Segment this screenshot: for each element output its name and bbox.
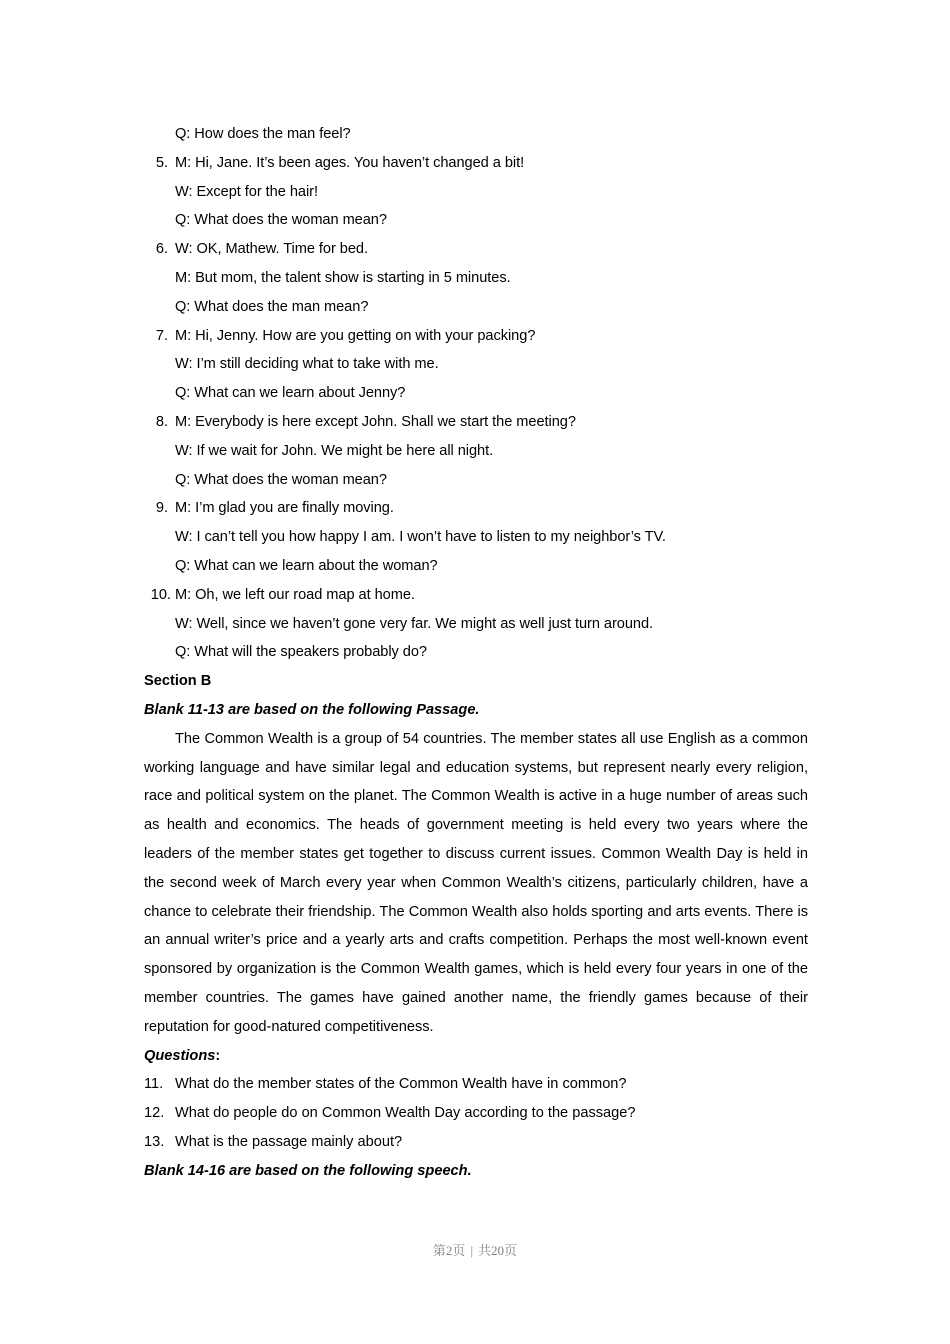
- dialogue-item-5: [144, 149, 808, 235]
- questions-label-row: [144, 1042, 808, 1071]
- footer-separator: |: [470, 1243, 474, 1258]
- dialogue-first-row: [144, 581, 808, 610]
- dialogue-line: W: I can’t tell you how happy I am. I won’t have to listen to my neighbor’s TV.: [175, 529, 666, 546]
- dialogue-number: 8.: [155, 413, 168, 430]
- question-number: 13.: [144, 1133, 165, 1150]
- dialogue-line: Q: What can we learn about Jenny?: [175, 385, 406, 402]
- dialogue-line: M: Everybody is here except John. Shall we start the meeting?: [175, 413, 576, 430]
- dialogue-item-7: [144, 322, 808, 408]
- dialogue-line: Q: What does the man mean?: [175, 298, 369, 315]
- dialogue-line: M: Oh, we left our road map at home.: [175, 586, 415, 603]
- questions-label: Questions: [144, 1047, 216, 1064]
- questions-colon: :: [215, 1047, 221, 1064]
- dialogue-line: M: I’m glad you are finally moving.: [175, 500, 394, 517]
- section-b-title: Section B: [144, 673, 212, 690]
- dialogue-line: M: But mom, the talent show is starting in 5 minutes.: [175, 269, 511, 286]
- dialogue-number: 10.: [150, 586, 171, 603]
- dialogue-first-row: [144, 408, 808, 437]
- dialogue-line: Q: How does the man feel?: [175, 126, 351, 142]
- footer-current-page: 第2页: [432, 1243, 466, 1258]
- dialogue-line: Q: What does the woman mean?: [175, 212, 387, 229]
- passage-body: The Common Wealth is a group of 54 countries. The member states all use English as a common working language and have similar legal and education systems, but represent nearly every religion, race and political system on the planet. The Common Wealth is active in a huge number of areas such as health and economics. The heads of government meeting is held every two years where the leaders of the member states get together to discuss current issues. Common Wealth Day is held in the second week of March every year when Common Wealth’s citizens, particularly children, have a chance to celebrate their friendship. The Common Wealth also holds sporting and arts events. There is an annual writer’s price and a yearly arts and crafts competition. Perhaps the most well-known event sponsored by organization is the Common Wealth games, which is held every four years in one of the member countries. The games have gained another name, the friendly games because of their reputation for good-natured competitiveness.: [144, 730, 808, 1035]
- speech-intro: Blank 14-16 are based on the following speech.: [144, 1162, 472, 1179]
- footer-total-pages: 共20页: [478, 1243, 518, 1258]
- dialogue-line: W: If we wait for John. We might be here all night.: [175, 442, 494, 459]
- dialogue-line: Q: What will the speakers probably do?: [175, 644, 427, 661]
- question-text: What do people do on Common Wealth Day according to the passage?: [175, 1105, 636, 1122]
- dialogue-first-row: [144, 235, 808, 264]
- page-content: [144, 120, 808, 1185]
- dialogue-line: W: Well, since we haven’t gone very far. We might as well just turn around.: [175, 615, 654, 632]
- dialogue-number: 5.: [155, 154, 168, 171]
- dialogue-first-row: [144, 494, 808, 523]
- question-text: What do the member states of the Common Wealth have in common?: [175, 1076, 627, 1093]
- page-footer: [0, 1240, 950, 1259]
- question-text: What is the passage mainly about?: [175, 1133, 403, 1150]
- dialogue-line: W: Except for the hair!: [175, 183, 318, 200]
- dialogue-item-8: [144, 408, 808, 494]
- question-number: 12.: [144, 1105, 165, 1122]
- dialogue-item-10: [144, 581, 808, 667]
- dialogue-item-6: [144, 235, 808, 321]
- question-item: [144, 1128, 808, 1157]
- passage-intro: Blank 11-13 are based on the following Passage.: [144, 701, 480, 718]
- dialogue-number: 7.: [155, 327, 168, 344]
- dialogue-line: M: Hi, Jenny. How are you getting on with your packing?: [175, 327, 536, 344]
- question-item: [144, 1099, 808, 1128]
- question-number: 11.: [144, 1076, 164, 1093]
- dialogue-line: Q: What does the woman mean?: [175, 471, 387, 488]
- dialogue-first-row: [144, 149, 808, 178]
- dialogue-line: W: OK, Mathew. Time for bed.: [175, 241, 368, 258]
- dialogue-first-row: [144, 322, 808, 351]
- question-item: [144, 1070, 808, 1099]
- dialogue-number: 9.: [155, 500, 168, 517]
- dialogue-line: M: Hi, Jane. It’s been ages. You haven’t changed a bit!: [175, 154, 525, 171]
- dialogue-line: Q: What can we learn about the woman?: [175, 557, 438, 574]
- dialogue-line: W: I’m still deciding what to take with me.: [175, 356, 439, 373]
- dialogue-number: 6.: [155, 241, 168, 258]
- dialogue-item-9: [144, 494, 808, 580]
